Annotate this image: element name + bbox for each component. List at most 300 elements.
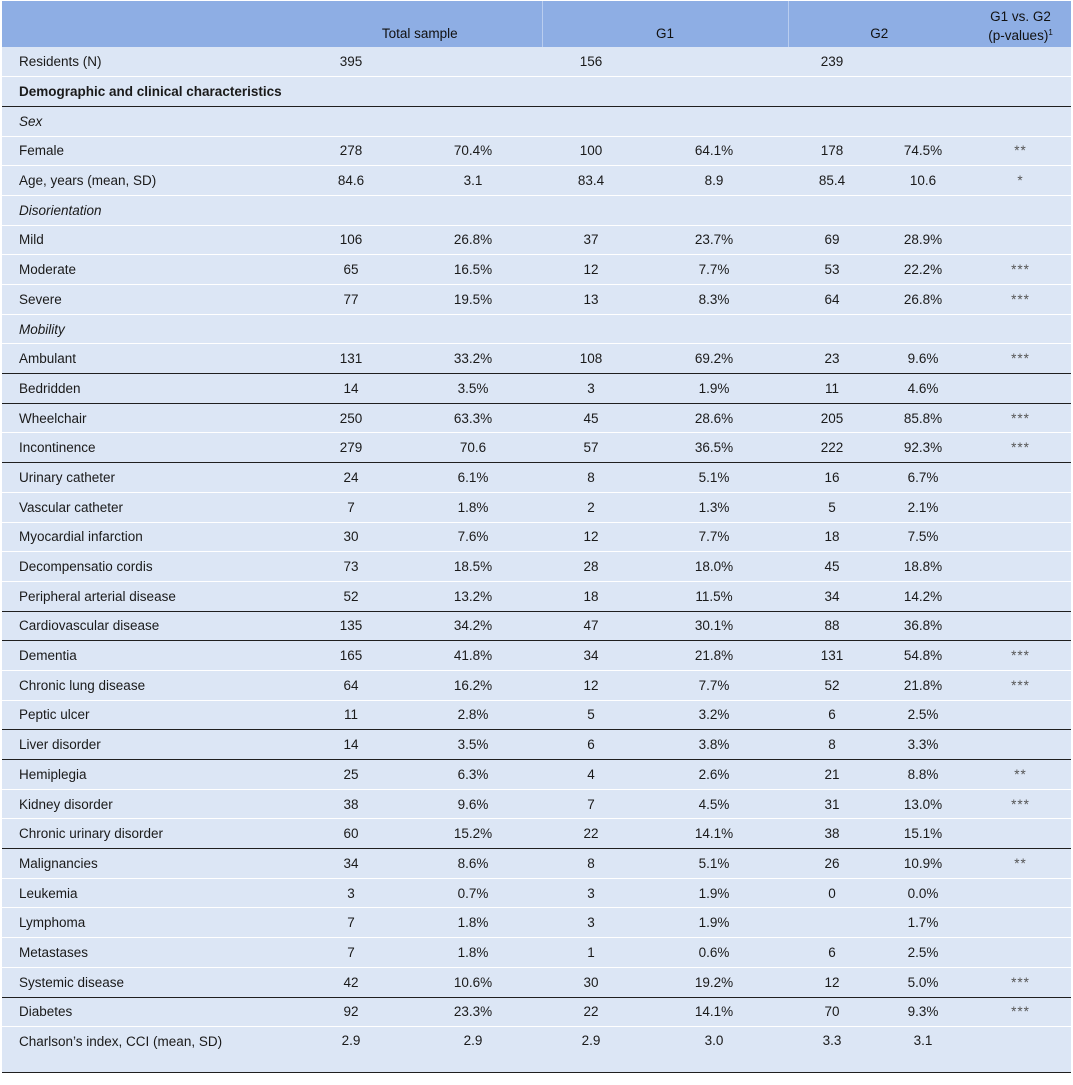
table-row — [2, 492, 1071, 522]
cell-total-n: 11 — [343, 707, 358, 723]
cell-p-value — [970, 106, 1071, 136]
cell-g2-n: 69 — [824, 232, 840, 248]
row-label: Disorientation — [19, 202, 102, 218]
cell-g2-pct — [876, 195, 970, 225]
cell-p-value: *** — [1011, 677, 1030, 693]
cell-g1-pct — [640, 195, 788, 225]
cell-g1-n: 13 — [583, 291, 599, 307]
table-row — [2, 344, 1071, 374]
table-row — [2, 1027, 1071, 1073]
cell-total-n: 7 — [347, 915, 355, 931]
row-label: Vascular catheter — [19, 499, 124, 515]
cell-total-pct: 16.5% — [453, 262, 493, 278]
row-label: Moderate — [19, 262, 77, 278]
cell-p-value — [970, 730, 1071, 760]
cell-g2-pct — [876, 106, 970, 136]
cell-g1-pct: 1.9% — [698, 885, 730, 901]
cell-total-pct: 26.8% — [453, 232, 493, 248]
table-row — [2, 285, 1071, 315]
cell-p-value: *** — [1011, 796, 1030, 812]
cell-p-value — [970, 195, 1071, 225]
cell-total-n: 92 — [343, 1004, 359, 1020]
cell-g1-pct: 7.7% — [698, 262, 730, 278]
subheading-row — [2, 314, 1071, 344]
cell-g2-pct: 9.6% — [907, 351, 939, 367]
row-label: Demographic and clinical characteristics — [19, 84, 282, 100]
cell-p-value: ** — [1014, 143, 1027, 159]
cell-g2-pct: 2.1% — [907, 499, 939, 515]
cell-g2-pct: 0.0% — [907, 885, 939, 901]
cell-g2-n: 70 — [824, 1004, 840, 1020]
row-label: Urinary catheter — [19, 469, 116, 485]
cell-p-value: *** — [1011, 648, 1030, 664]
cell-total-n: 250 — [339, 410, 363, 426]
cell-g1-n: 3 — [587, 885, 595, 901]
cell-p-value: *** — [1011, 291, 1030, 307]
table-row — [2, 463, 1071, 493]
cell-g1-n: 12 — [583, 262, 599, 278]
cell-g2-pct: 85.8% — [903, 410, 943, 426]
cell-g1-n: 34 — [583, 648, 599, 664]
cell-g1-n: 3 — [587, 915, 595, 931]
cell-g1-pct: 1.9% — [698, 915, 730, 931]
row-label: Lymphoma — [19, 915, 86, 931]
cell-g2-n — [788, 314, 876, 344]
header-pvalue-footnote: 1 — [1048, 28, 1053, 37]
cell-total-n: 38 — [343, 796, 359, 812]
cell-total-n: 395 — [339, 54, 363, 70]
header-g1: G1 — [542, 1, 788, 47]
cell-g1-n: 3 — [587, 380, 595, 396]
cell-g1-n: 1 — [587, 944, 595, 960]
cell-g2-n: 178 — [820, 143, 844, 159]
cell-g2-pct: 2.5% — [907, 944, 939, 960]
cell-total-pct: 1.8% — [457, 499, 489, 515]
cell-g2-n — [788, 77, 876, 107]
row-label: Peptic ulcer — [19, 707, 90, 723]
cell-total-pct: 0.7% — [457, 885, 489, 901]
cell-total-n — [298, 106, 404, 136]
row-label: Metastases — [19, 944, 89, 960]
table-row — [2, 166, 1071, 196]
cell-g1-pct — [640, 47, 788, 77]
cell-g1-pct: 28.6% — [694, 410, 734, 426]
cell-g2-pct: 28.9% — [903, 232, 943, 248]
cell-g2-n: 31 — [824, 796, 840, 812]
table-row — [2, 47, 1071, 77]
table-row — [2, 730, 1071, 760]
cell-g1-pct — [640, 314, 788, 344]
cell-total-pct: 6.1% — [457, 469, 489, 485]
cell-total-pct: 3.1 — [463, 173, 483, 189]
cell-total-pct: 3.5% — [457, 737, 489, 753]
cell-p-value: *** — [1011, 351, 1030, 367]
cell-g1-n: 37 — [583, 232, 599, 248]
cell-total-n: 14 — [343, 737, 359, 753]
cell-g1-pct: 5.1% — [698, 469, 730, 485]
cell-total-n: 73 — [343, 559, 359, 575]
cell-g2-n: 64 — [824, 291, 840, 307]
cell-g1-pct: 23.7% — [694, 232, 734, 248]
cell-g2-pct: 92.3% — [903, 440, 943, 456]
cell-g1-n: 100 — [579, 143, 603, 159]
cell-g1-n: 8 — [587, 469, 595, 485]
cell-g2-n: 3.3 — [822, 1033, 842, 1049]
cell-g2-pct: 22.2% — [903, 262, 943, 278]
row-label: Chronic urinary disorder — [19, 826, 164, 842]
cell-g2-pct: 7.5% — [907, 529, 939, 545]
cell-g2-pct: 10.9% — [903, 855, 943, 871]
cell-total-pct: 13.2% — [453, 588, 493, 604]
row-label: Severe — [19, 291, 62, 307]
cell-total-pct: 18.5% — [453, 559, 493, 575]
cell-g1-n: 30 — [583, 974, 599, 990]
row-label: Chronic lung disease — [19, 677, 146, 693]
cell-total-pct — [404, 77, 542, 107]
cell-p-value — [970, 552, 1071, 582]
table-row — [2, 522, 1071, 552]
cell-total-n: 34 — [343, 855, 359, 871]
table-row — [2, 255, 1071, 285]
header-g2: G2 — [788, 1, 970, 47]
cell-g1-pct: 5.1% — [698, 855, 730, 871]
cell-g1-n: 5 — [587, 707, 595, 723]
cell-p-value — [970, 819, 1071, 849]
row-label: Residents (N) — [19, 54, 102, 70]
cell-total-pct: 8.6% — [457, 855, 489, 871]
row-label: Myocardial infarction — [19, 529, 143, 545]
cell-g1-pct: 69.2% — [694, 351, 734, 367]
table-row — [2, 641, 1071, 671]
table-row — [2, 552, 1071, 582]
row-label: Kidney disorder — [19, 796, 113, 812]
cell-p-value — [970, 938, 1071, 968]
cell-g2-pct: 5.0% — [907, 974, 939, 990]
table-row — [2, 967, 1071, 997]
row-label: Systemic disease — [19, 974, 125, 990]
cell-g2-pct: 13.0% — [903, 796, 943, 812]
cell-g2-n: 21 — [824, 766, 840, 782]
cell-g2-pct: 21.8% — [903, 677, 943, 693]
cell-g2-n: 239 — [820, 54, 844, 70]
cell-total-pct: 6.3% — [457, 766, 489, 782]
cell-g1-pct: 0.6% — [698, 944, 730, 960]
cell-g2-n — [788, 908, 876, 938]
table-row — [2, 760, 1071, 790]
cell-g2-pct: 14.2% — [903, 588, 943, 604]
cell-total-n: 64 — [343, 677, 359, 693]
table-row — [2, 789, 1071, 819]
row-label: Peripheral arterial disease — [19, 588, 176, 604]
table-row — [2, 849, 1071, 879]
cell-g2-n: 88 — [824, 618, 840, 634]
cell-g2-pct: 6.7% — [907, 469, 939, 485]
cell-g2-pct: 9.3% — [907, 1004, 939, 1020]
cell-total-n: 3 — [347, 885, 355, 901]
cell-g1-pct: 7.7% — [698, 677, 730, 693]
table-row — [2, 225, 1071, 255]
cell-g2-pct — [876, 77, 970, 107]
characteristics-table — [2, 1, 1071, 1073]
cell-total-pct: 15.2% — [453, 826, 493, 842]
header-pvalue-line2: (p-values) — [988, 28, 1049, 43]
cell-total-pct — [404, 314, 542, 344]
cell-p-value: * — [1017, 173, 1024, 189]
cell-g2-n: 16 — [824, 469, 840, 485]
cell-g1-pct: 3.0 — [704, 1033, 724, 1049]
cell-g2-n — [788, 106, 876, 136]
table-body — [2, 47, 1071, 1073]
row-label: Bedridden — [19, 380, 81, 396]
cell-g2-n: 45 — [824, 559, 840, 575]
row-label: Female — [19, 143, 65, 159]
cell-g2-n: 38 — [824, 826, 840, 842]
cell-g2-pct: 3.1 — [913, 1033, 933, 1049]
row-label: Dementia — [19, 648, 77, 664]
row-label: Sex — [19, 113, 43, 129]
cell-g1-n: 8 — [587, 855, 595, 871]
cell-g2-pct — [876, 47, 970, 77]
cell-g2-n: 23 — [824, 351, 840, 367]
cell-g2-n: 8 — [828, 737, 836, 753]
table-row — [2, 374, 1071, 404]
cell-g2-n: 0 — [828, 885, 836, 901]
cell-p-value — [970, 1027, 1071, 1073]
cell-g2-n: 5 — [828, 499, 836, 515]
cell-p-value — [970, 908, 1071, 938]
table-row — [2, 819, 1071, 849]
section-row — [2, 77, 1071, 107]
cell-total-n: 24 — [343, 469, 359, 485]
cell-total-pct: 23.3% — [453, 1004, 493, 1020]
cell-total-pct — [404, 47, 542, 77]
cell-g1-pct: 4.5% — [698, 796, 730, 812]
cell-g2-pct — [876, 314, 970, 344]
cell-total-n: 279 — [339, 440, 363, 456]
table-row — [2, 997, 1071, 1027]
cell-total-n: 131 — [339, 351, 363, 367]
cell-total-pct: 7.6% — [457, 529, 489, 545]
cell-total-pct: 1.8% — [457, 915, 489, 931]
row-label: Hemiplegia — [19, 766, 87, 782]
cell-total-n: 52 — [343, 588, 359, 604]
cell-p-value: *** — [1011, 440, 1030, 456]
cell-g1-pct: 8.3% — [698, 291, 730, 307]
cell-g1-n: 7 — [587, 796, 595, 812]
cell-g1-n: 22 — [583, 1004, 599, 1020]
cell-total-pct: 2.8% — [457, 707, 489, 723]
cell-g2-n — [788, 195, 876, 225]
cell-p-value — [970, 374, 1071, 404]
cell-g1-pct — [640, 106, 788, 136]
cell-total-n: 25 — [343, 766, 359, 782]
cell-total-pct: 3.5% — [457, 380, 489, 396]
cell-g2-pct: 1.7% — [907, 915, 939, 931]
cell-p-value — [970, 878, 1071, 908]
row-label: Malignancies — [19, 855, 98, 871]
cell-g1-n: 47 — [583, 618, 599, 634]
cell-g1-pct: 21.8% — [694, 648, 734, 664]
row-label: Mild — [19, 232, 44, 248]
cell-g2-n: 6 — [828, 944, 836, 960]
cell-total-n: 7 — [347, 499, 355, 515]
cell-g1-n: 2.9 — [581, 1033, 601, 1049]
cell-total-pct — [404, 195, 542, 225]
table-row — [2, 670, 1071, 700]
cell-g2-n: 11 — [825, 380, 840, 396]
cell-g1-n: 28 — [583, 559, 599, 575]
cell-g2-n: 205 — [820, 410, 844, 426]
table-row — [2, 908, 1071, 938]
cell-total-pct: 1.8% — [457, 944, 489, 960]
cell-total-pct: 19.5% — [453, 291, 493, 307]
row-label: Decompensatio cordis — [19, 559, 153, 575]
table-row — [2, 700, 1071, 730]
cell-total-n: 165 — [339, 648, 363, 664]
cell-p-value — [970, 611, 1071, 641]
cell-p-value: *** — [1011, 410, 1030, 426]
cell-g1-pct: 18.0% — [694, 559, 734, 575]
cell-p-value: *** — [1011, 262, 1030, 278]
row-label: Mobility — [19, 321, 65, 337]
cell-p-value — [970, 225, 1071, 255]
cell-g1-n: 12 — [583, 677, 599, 693]
table-row — [2, 136, 1071, 166]
table-row — [2, 581, 1071, 611]
table-row — [2, 878, 1071, 908]
cell-g1-n — [542, 195, 640, 225]
cell-g1-pct: 14.1% — [694, 826, 734, 842]
cell-g1-n: 4 — [587, 766, 595, 782]
table-row — [2, 403, 1071, 433]
row-label: Age, years (mean, SD) — [19, 173, 157, 189]
row-label: Leukemia — [19, 885, 78, 901]
row-label: Diabetes — [19, 1004, 73, 1020]
header-pvalue-line1: G1 vs. G2 — [990, 9, 1051, 24]
cell-total-n — [298, 77, 404, 107]
cell-total-n: 7 — [347, 944, 355, 960]
cell-g2-pct: 26.8% — [903, 291, 943, 307]
cell-g2-pct: 15.1% — [903, 826, 943, 842]
cell-g2-pct: 74.5% — [903, 143, 943, 159]
cell-g1-n — [542, 106, 640, 136]
cell-g1-n: 6 — [587, 737, 595, 753]
header-label-col — [2, 1, 298, 47]
cell-g1-pct: 11.5% — [695, 588, 733, 604]
header-pvalues — [970, 1, 1071, 47]
cell-g2-pct: 54.8% — [903, 648, 943, 664]
cell-total-n: 65 — [343, 262, 359, 278]
cell-g1-pct: 1.9% — [698, 380, 730, 396]
cell-g2-n: 131 — [820, 648, 844, 664]
cell-g1-n: 45 — [583, 410, 599, 426]
cell-g2-n: 34 — [824, 588, 840, 604]
table-row — [2, 611, 1071, 641]
cell-total-pct: 70.6 — [459, 440, 487, 456]
cell-p-value — [970, 700, 1071, 730]
cell-total-n: 60 — [343, 826, 359, 842]
cell-p-value — [970, 463, 1071, 493]
cell-total-pct: 2.9 — [463, 1033, 483, 1049]
cell-g1-n: 57 — [583, 440, 599, 456]
cell-p-value: *** — [1011, 1004, 1030, 1020]
cell-total-pct: 33.2% — [453, 351, 493, 367]
cell-p-value — [970, 47, 1071, 77]
cell-g1-n: 83.4 — [577, 173, 605, 189]
cell-g1-pct: 30.1% — [694, 618, 734, 634]
cell-g2-pct: 4.6% — [907, 380, 939, 396]
cell-g1-n — [542, 77, 640, 107]
table-row — [2, 433, 1071, 463]
cell-g1-n: 2 — [587, 499, 595, 515]
cell-g1-pct: 3.8% — [698, 737, 730, 753]
cell-total-pct: 9.6% — [457, 796, 489, 812]
cell-g2-pct: 36.8% — [903, 618, 943, 634]
table-row — [2, 938, 1071, 968]
cell-g1-pct: 64.1% — [694, 143, 734, 159]
cell-total-n: 77 — [343, 291, 359, 307]
cell-g2-n: 18 — [824, 529, 840, 545]
cell-g1-n: 108 — [579, 351, 603, 367]
header-total-sample: Total sample — [381, 26, 458, 41]
cell-total-n: 278 — [339, 143, 363, 159]
cell-total-pct: 41.8% — [453, 648, 493, 664]
row-label: Wheelchair — [19, 410, 87, 426]
row-label: Ambulant — [19, 351, 77, 367]
cell-total-pct: 34.2% — [453, 618, 493, 634]
cell-p-value — [970, 522, 1071, 552]
header-row — [2, 1, 1071, 47]
cell-total-pct: 70.4% — [453, 143, 493, 159]
cell-g1-n: 18 — [583, 588, 599, 604]
cell-total-n: 30 — [343, 529, 359, 545]
row-label: Incontinence — [19, 440, 96, 456]
cell-g1-pct: 2.6% — [698, 766, 730, 782]
cell-g1-pct: 1.3% — [698, 499, 730, 515]
cell-g1-pct: 19.2% — [694, 974, 734, 990]
cell-total-pct: 63.3% — [453, 410, 493, 426]
cell-g1-n: 12 — [583, 529, 599, 545]
cell-g1-pct — [640, 77, 788, 107]
cell-g1-n — [542, 314, 640, 344]
cell-total-n: 42 — [343, 974, 359, 990]
cell-g2-pct: 18.8% — [903, 559, 943, 575]
subheading-row — [2, 106, 1071, 136]
cell-g2-n: 222 — [820, 440, 844, 456]
cell-g1-pct: 3.2% — [698, 707, 730, 723]
cell-p-value: *** — [1011, 974, 1030, 990]
cell-g2-n: 26 — [824, 855, 840, 871]
cell-total-pct: 16.2% — [453, 677, 493, 693]
subheading-row — [2, 195, 1071, 225]
cell-g2-pct: 8.8% — [907, 766, 939, 782]
cell-total-n: 2.9 — [341, 1033, 361, 1049]
cell-total-pct — [404, 106, 542, 136]
cell-total-n — [298, 314, 404, 344]
cell-g1-pct: 14.1% — [694, 1004, 734, 1020]
row-label: Charlson’s index, CCI (mean, SD) — [19, 1034, 223, 1050]
cell-p-value — [970, 492, 1071, 522]
row-label: Liver disorder — [19, 737, 101, 753]
cell-p-value — [970, 581, 1071, 611]
cell-g1-n: 156 — [579, 54, 603, 70]
cell-total-n — [298, 195, 404, 225]
cell-g1-pct: 8.9 — [704, 173, 724, 189]
cell-g2-pct: 2.5% — [907, 707, 939, 723]
cell-g2-n: 85.4 — [818, 173, 846, 189]
cell-total-n: 14 — [343, 380, 359, 396]
cell-g1-n: 22 — [583, 826, 599, 842]
